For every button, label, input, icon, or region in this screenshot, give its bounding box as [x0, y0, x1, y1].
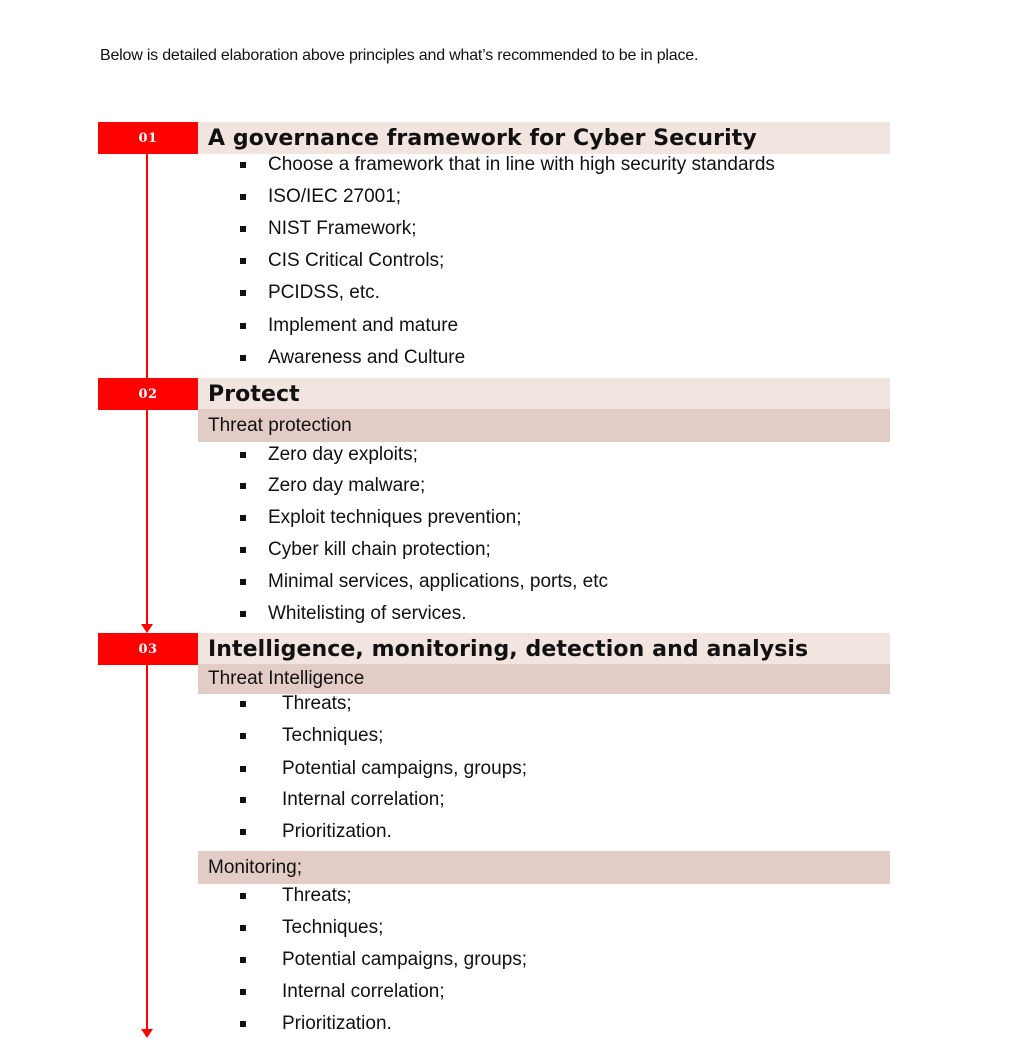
list-item: Awareness and Culture: [240, 343, 465, 373]
list-item: Whitelisting of services.: [240, 599, 467, 629]
bullet-icon: [240, 547, 246, 553]
bullet-icon: [240, 611, 246, 617]
bullet-icon: [240, 226, 246, 232]
list-item: Choose a framework that in line with high security standards: [240, 150, 775, 180]
bullet-icon: [240, 452, 246, 458]
bullet-icon: [240, 258, 246, 264]
section-heading: Intelligence, monitoring, detection and analysis: [198, 633, 890, 665]
list-item: Zero day malware;: [240, 471, 425, 501]
section-subheading: Threat protection: [198, 409, 890, 442]
list-item: Implement and mature: [240, 311, 458, 341]
list-item: Techniques;: [240, 913, 383, 943]
list-item: Prioritization.: [240, 817, 392, 847]
list-item: Minimal services, applications, ports, etc: [240, 567, 608, 597]
bullet-icon: [240, 701, 246, 707]
bullet-icon: [240, 290, 246, 296]
bullet-icon: [240, 733, 246, 739]
bullet-icon: [240, 989, 246, 995]
list-item: PCIDSS, etc.: [240, 278, 380, 308]
list-item: Prioritization.: [240, 1009, 392, 1039]
list-item: Potential campaigns, groups;: [240, 754, 527, 784]
timeline-arrow-03: [141, 1029, 153, 1038]
list-item: Potential campaigns, groups;: [240, 945, 527, 975]
bullet-icon: [240, 579, 246, 585]
bullet-icon: [240, 194, 246, 200]
section-number-badge: 03: [98, 633, 198, 665]
timeline-arrow-02: [141, 624, 153, 633]
list-item: CIS Critical Controls;: [240, 246, 444, 276]
list-item: Techniques;: [240, 721, 383, 751]
section-number-badge: 02: [98, 378, 198, 410]
bullet-icon: [240, 355, 246, 361]
bullet-icon: [240, 893, 246, 899]
bullet-icon: [240, 162, 246, 168]
list-item: ISO/IEC 27001;: [240, 182, 401, 212]
section-subheading: Monitoring;: [198, 851, 890, 884]
bullet-icon: [240, 925, 246, 931]
bullet-icon: [240, 515, 246, 521]
section-heading: A governance framework for Cyber Security: [198, 122, 890, 154]
bullet-icon: [240, 323, 246, 329]
list-item: Internal correlation;: [240, 785, 445, 815]
timeline-line-02: [146, 410, 148, 624]
list-item: NIST Framework;: [240, 214, 417, 244]
section-subheading: Threat Intelligence: [198, 664, 890, 694]
list-item: Threats;: [240, 881, 352, 911]
bullet-icon: [240, 483, 246, 489]
bullet-icon: [240, 829, 246, 835]
intro-text: Below is detailed elaboration above principles and what’s recommended to be in place.: [100, 47, 699, 64]
list-item: Cyber kill chain protection;: [240, 535, 491, 565]
bullet-icon: [240, 1021, 246, 1027]
list-item: Zero day exploits;: [240, 440, 418, 470]
bullet-icon: [240, 797, 246, 803]
list-item: Threats;: [240, 689, 352, 719]
timeline-line-01: [146, 154, 148, 378]
list-item: Exploit techniques prevention;: [240, 503, 522, 533]
timeline-line-03: [146, 665, 148, 1029]
bullet-icon: [240, 766, 246, 772]
section-number-badge: 01: [98, 122, 198, 154]
section-heading: Protect: [198, 378, 890, 410]
list-item: Internal correlation;: [240, 977, 445, 1007]
bullet-icon: [240, 957, 246, 963]
